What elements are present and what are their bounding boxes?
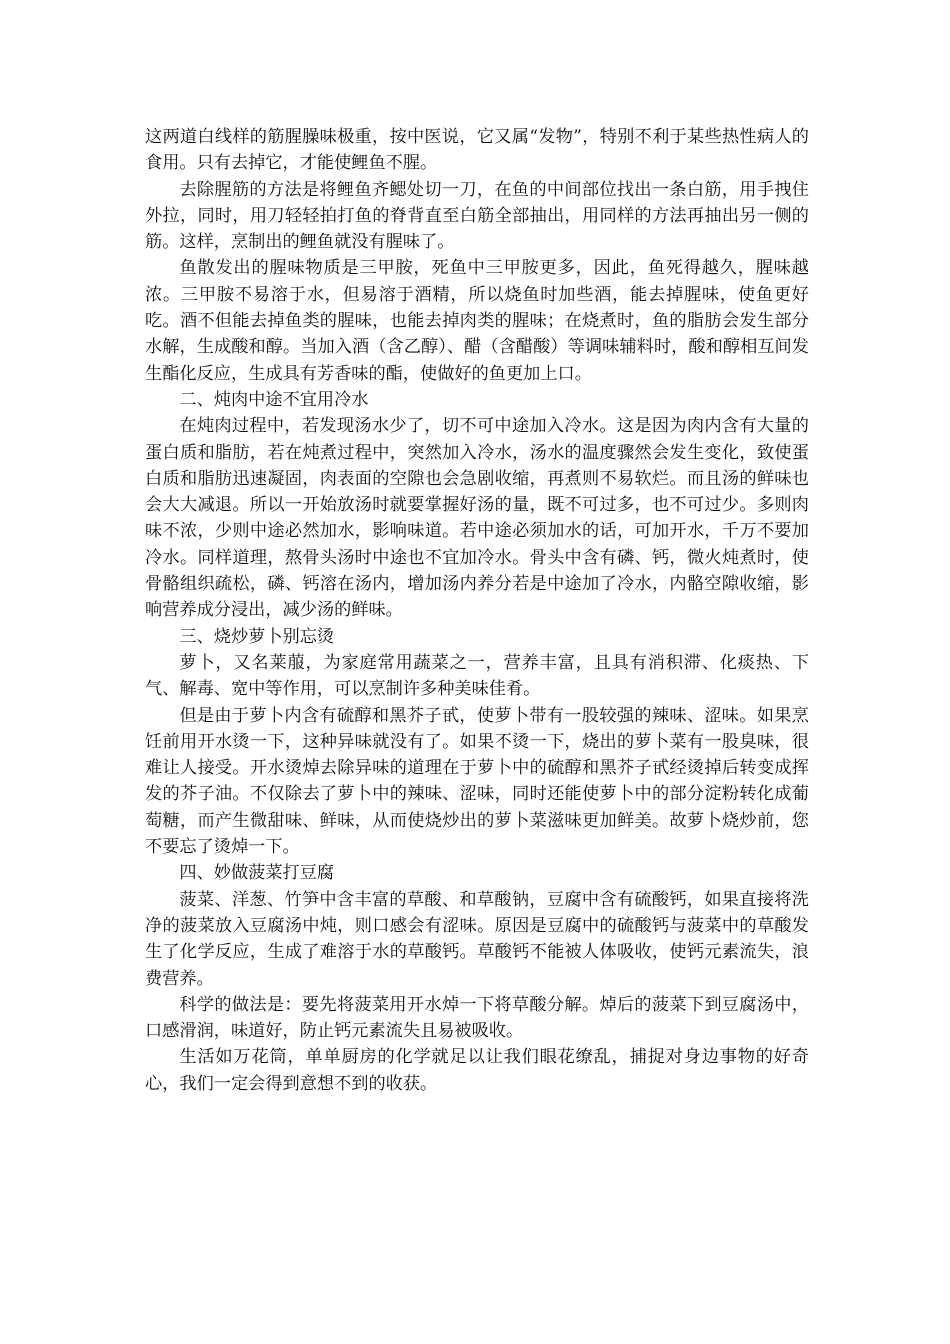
paragraph-fish-tendon-intro: 这两道白线样的筋腥臊味极重，按中医说，它又属“发物”，特别不利于某些热性病人的食用。只有去掉它，才能使鲤鱼不腥。	[145, 127, 809, 174]
paragraph-spinach-method: 科学的做法是：要先将菠菜用开水焯一下将草酸分解。焯后的菠菜下到豆腐汤中，口感滑润，味道好，防止钙元素流失且易被吸收。	[145, 994, 809, 1042]
document-body	[145, 124, 809, 1097]
section-heading-stew: 二、炖肉中途不宜用冷水	[179, 389, 369, 410]
section-heading-radish: 三、烧炒萝卜别忘烫	[179, 626, 335, 647]
paragraph-radish-blanching: 但是由于萝卜内含有硫醇和黑芥子甙，使萝卜带有一股较强的辣味、涩味。如果烹饪前用开水烫一下，这种异味就没有了。如果不烫一下，烧出的萝卜菜有一股臭味，很难让人接受。开水烫焯去除异味的道理在于萝卜中的硫醇和黑芥子甙经烫掉后转变成挥发的芥子油。不仅除去了萝卜中的辣味、涩味，同时还能使萝卜中的部分淀粉转化成葡萄糖，而产生微甜味、鲜味，从而使烧炒出的萝卜菜滋味更加鲜美。故萝卜烧炒前，您不要忘了烫焯一下。	[145, 705, 809, 858]
paragraph-fish-odor-chemistry: 鱼散发出的腥味物质是三甲胺，死鱼中三甲胺更多，因此，鱼死得越久，腥味越浓。三甲胺不易溶于水，但易溶于酒精，所以烧鱼时加些酒，能去掉腥味，使鱼更好吃。酒不但能去掉鱼类的腥味，也能去掉肉类的腥味；在烧煮时，鱼的脂肪会发生部分水解，生成酸和醇。当加入酒（含乙醇）、醋（含醋酸）等调味辅料时，酸和醇相互间发生酯化反应，生成具有芳香味的酯，使做好的鱼更加上口。	[145, 258, 809, 384]
paragraph-stew-cold-water: 在炖肉过程中，若发现汤水少了，切不可中途加入冷水。这是因为肉内含有大量的蛋白质和脂肪，若在炖煮过程中，突然加入冷水，汤水的温度骤然会发生变化，致使蛋白质和脂肪迅速凝固，肉表面的空隙也会急剧收缩，再煮则不易软烂。而且汤的鲜味也会大大减退。所以一开始放汤时就要掌握好汤的量，既不可过多，也不可过少。多则肉味不浓，少则中途必然加水，影响味道。若中途必须加水的话，可加开水，千万不要加冷水。同样道理，熬骨头汤时中途也不宜加冷水。骨头中含有磷、钙，微火炖煮时，使骨骼组织疏松，磷、钙溶在汤内，增加汤内养分若是中途加了冷水，内骼空隙收缩，影响营养成分浸出，减少汤的鲜味。	[145, 416, 809, 621]
paragraph-remove-tendon-method: 去除腥筋的方法是将鲤鱼齐鳃处切一刀，在鱼的中间部位找出一条白筋，用手拽住外拉，同时，用刀轻轻拍打鱼的脊背直至白筋全部抽出，用同样的方法再抽出另一侧的筋。这样，烹制出的鲤鱼就没有腥味了。	[145, 179, 809, 253]
paragraph-conclusion: 生活如万花筒，单单厨房的化学就足以让我们眼花缭乱，捕捉对身边事物的好奇心，我们一定会得到意想不到的收获。	[145, 1047, 809, 1094]
section-heading-spinach-tofu: 四、妙做菠菜打豆腐	[179, 863, 335, 884]
paragraph-spinach-oxalate: 菠菜、洋葱、竹笋中含丰富的草酸、和草酸钠，豆腐中含有硫酸钙，如果直接将洗净的菠菜放入豆腐汤中炖，则口感会有涩味。原因是豆腐中的硫酸钙与菠菜中的草酸发生了化学反应，生成了难溶于水的草酸钙。草酸钙不能被人体吸收，使钙元素流失，浪费营养。	[145, 889, 809, 989]
paragraph-radish-intro: 萝卜，又名莱菔，为家庭常用蔬菜之一，营养丰富，且具有消积滞、化痰热、下气、解毒、宽中等作用，可以烹制许多种美味佳肴。	[145, 652, 809, 700]
